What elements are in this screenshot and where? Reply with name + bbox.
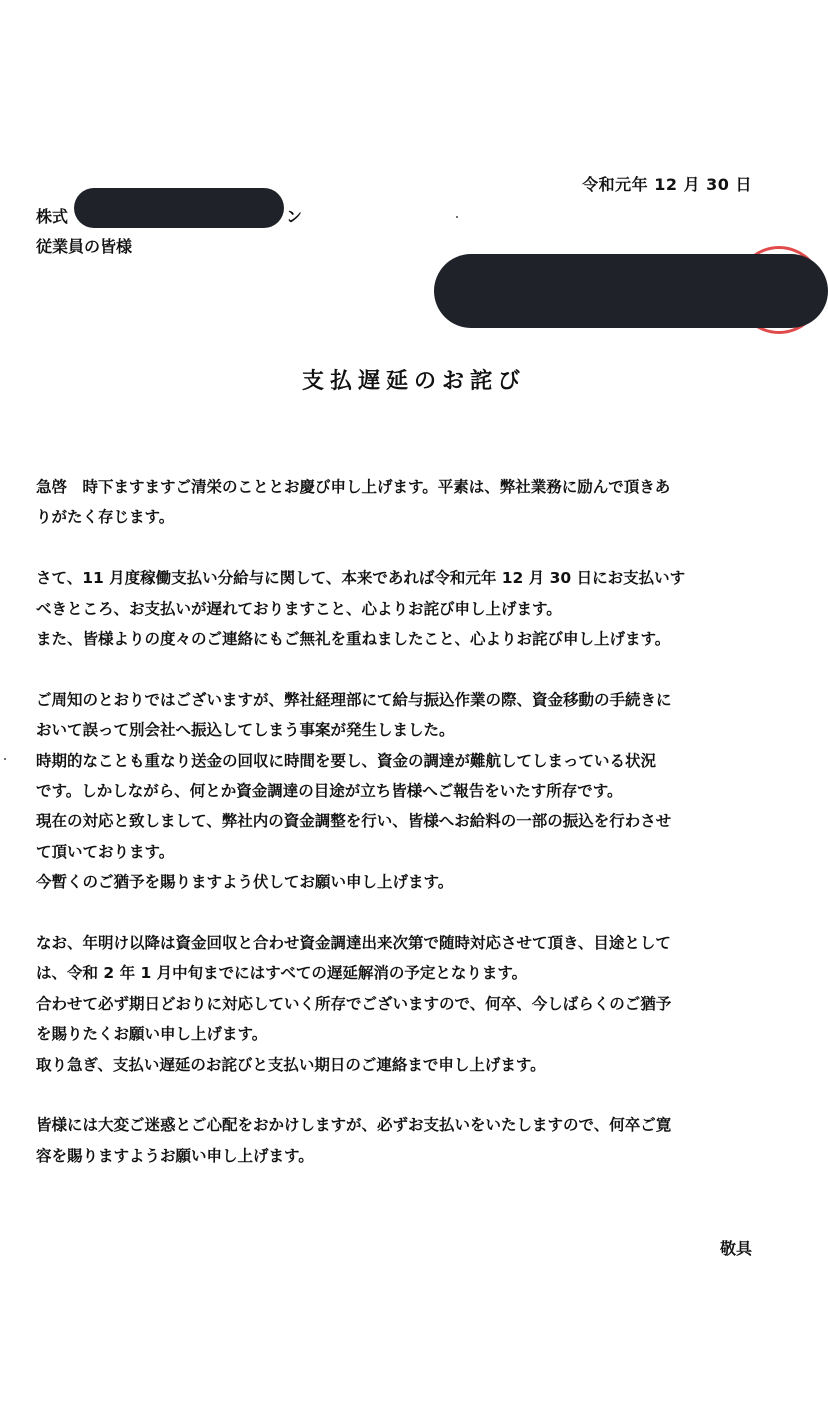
letter-date: 令和元年 12 月 30 日 (582, 175, 752, 194)
paragraph-explanation (36, 685, 760, 898)
letter-body (36, 472, 760, 1202)
body-line: べきところ、お支払いが遅れておりますこと、心よりお詫び申し上げます。 (36, 599, 562, 618)
body-line: おいて誤って別会社へ振込してしまう事案が発生しました。 (36, 721, 455, 740)
body-line: です。しかしながら、何とか資金調達の目途が立ち皆様へご報告をいたす所存です。 (36, 782, 623, 801)
body-line: て頂いております。 (36, 842, 175, 861)
body-line: なお、年明け以降は資金回収と合わせ資金調達出来次第で随時対応させて頂き、目途として (36, 934, 671, 953)
addressee-employees: 従業員の皆様 (36, 237, 133, 256)
scan-speck (4, 758, 6, 760)
body-line: ご周知のとおりではございますが、弊社経理部にて給与振込作業の際、資金移動の手続きに (36, 690, 672, 709)
letter-title: 支払遅延のお詫び (301, 369, 526, 394)
scan-speck (456, 216, 458, 218)
paragraph-schedule (36, 928, 760, 1080)
redaction-sender (434, 254, 828, 328)
redaction-company-name (74, 188, 284, 228)
body-line: 今暫くのご猶予を賜りますよう伏してお願い申し上げます。 (36, 873, 454, 892)
body-line: 現在の対応と致しまして、弊社内の資金調整を行い、皆様へお給料の一部の振込を行わさせ (36, 812, 672, 831)
addressee-company-line (36, 202, 303, 232)
letter-closing: 敬具 (719, 1239, 752, 1258)
body-line: を賜りたくお願い申し上げます。 (36, 1025, 268, 1044)
addressee-block (36, 202, 303, 262)
body-line: 急啓 時下ますますご清栄のこととお慶び申し上げます。平素は、弊社業務に励んで頂きあ (36, 478, 671, 496)
body-line: 皆様には大変ご迷惑とご心配をおかけしますが、必ずお支払いをいたしますので、何卒ご寛 (36, 1116, 672, 1135)
body-line: は、令和 2 年 1 月中旬までにはすべての遅延解消の予定となります。 (36, 964, 528, 983)
paragraph-closing-request (36, 1110, 760, 1171)
addressee-company-prefix: 株式 (36, 207, 69, 226)
paragraph-greeting (36, 472, 760, 533)
body-line: さて、11 月度稼働支払い分給与に関して、本来であれば令和元年 12 月 30 日にお支払いす (36, 569, 686, 588)
addressee-company-suffix: ン (286, 207, 303, 226)
body-line: 取り急ぎ、支払い遅延のお詫びと支払い期日のご連絡まで申し上げます。 (36, 1055, 546, 1074)
body-line: また、皆様よりの度々のご連絡にもご無礼を重ねましたこと、心よりお詫び申し上げます。 (36, 630, 671, 649)
body-line: 合わせて必ず期日どおりに対応していく所存でございますので、何卒、今しばらくのご猶予 (36, 994, 672, 1013)
body-line: 時期的なことも重なり送金の回収に時間を要し、資金の調達が難航してしまっている状況 (36, 751, 657, 770)
paragraph-apology (36, 563, 760, 654)
body-line: 容を賜りますようお願い申し上げます。 (36, 1146, 314, 1165)
body-line: りがたく存じます。 (36, 508, 175, 527)
